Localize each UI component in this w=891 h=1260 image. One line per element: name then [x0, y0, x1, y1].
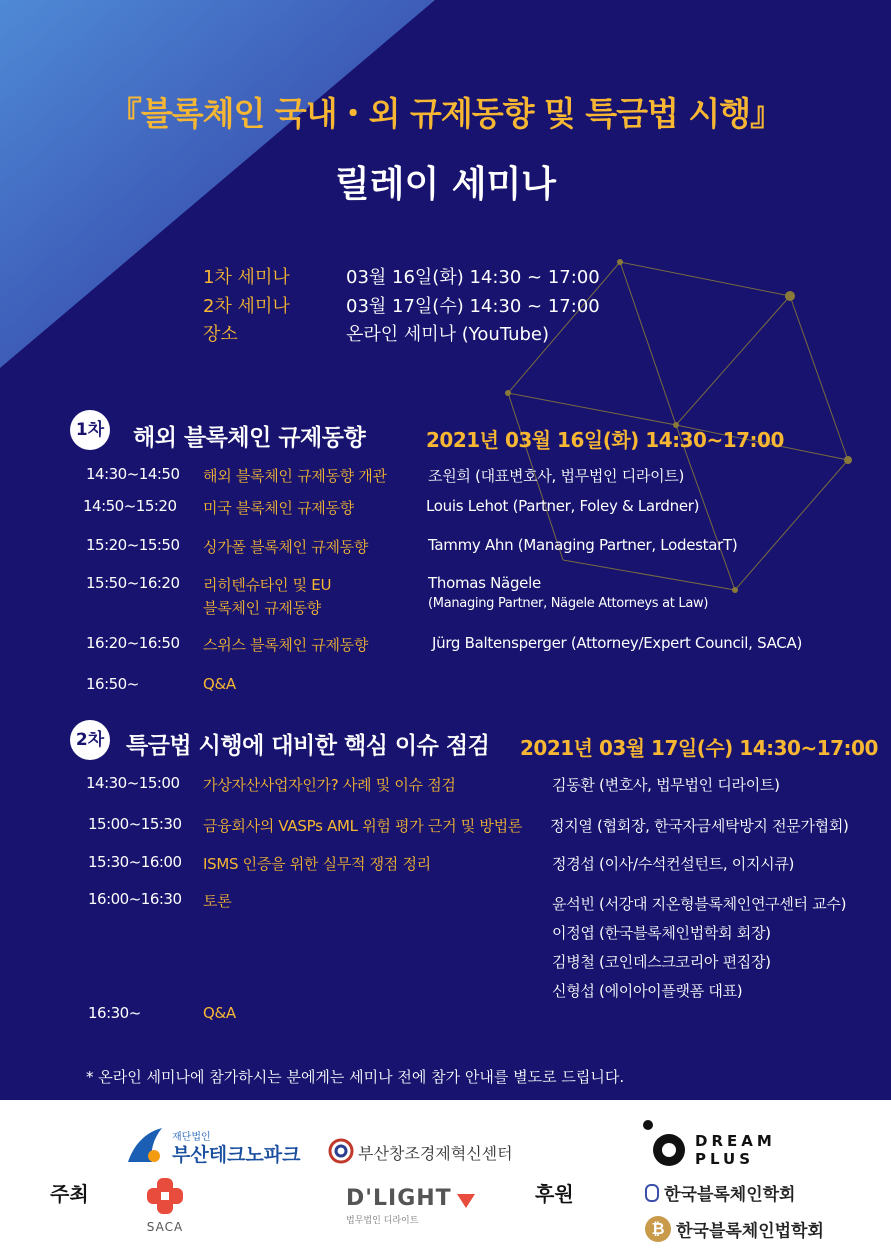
- row-topic: 미국 블록체인 규제동향: [203, 499, 354, 517]
- row-speaker: 조원희 (대표변호사, 법무법인 디라이트): [428, 467, 685, 485]
- row-topic: 싱가폴 블록체인 규제동향: [203, 538, 369, 556]
- btp-logo: [124, 1126, 301, 1170]
- row-topic: 금융회사의 VASPs AML 위험 평가 근거 및 방법론: [203, 817, 522, 835]
- panelist: 이정엽 (한국블록체인법학회 회장): [552, 924, 771, 942]
- kbla-logo: [645, 1216, 824, 1242]
- row-time: 16:00~16:30: [88, 890, 182, 908]
- dreamplus-line2: PLUS: [695, 1150, 755, 1168]
- row-speaker: Tammy Ahn (Managing Partner, LodestarT): [428, 536, 738, 554]
- kbla-name: 한국블록체인법학회: [676, 1221, 824, 1242]
- row-time: 14:30~15:00: [86, 774, 180, 792]
- panelist: 김병철 (코인데스크코리아 편집장): [552, 953, 771, 971]
- row-speaker: 김동환 (변호사, 법무법인 디라이트): [552, 776, 780, 794]
- saca-cross-icon: [143, 1176, 187, 1216]
- row-time: 16:20~16:50: [86, 634, 180, 652]
- dreamplus-line1: DREAM: [695, 1132, 776, 1150]
- dreamplus-mark-icon: [643, 1120, 687, 1168]
- row-time: 15:00~15:30: [88, 815, 182, 833]
- row-time: 14:30~14:50: [86, 465, 180, 483]
- info-label: 장소: [203, 324, 238, 345]
- row-topic: ISMS 인증을 위한 실무적 쟁점 정리: [203, 855, 431, 873]
- btp-small-text: 재단법인: [172, 1132, 211, 1143]
- info-value: 03월 17일(수) 14:30 ~ 17:00: [346, 296, 600, 317]
- row-topic: 스위스 블록체인 규제동향: [203, 636, 369, 654]
- title-line2: 릴레이 세미나: [334, 164, 557, 205]
- row-topic: 토론: [203, 892, 232, 910]
- section2-date: 2021년 03월 17일(수) 14:30~17:00: [520, 736, 878, 760]
- row-speaker: [428, 574, 708, 611]
- row-speaker: Louis Lehot (Partner, Foley & Lardner): [426, 497, 700, 515]
- participation-note: * 온라인 세미나에 참가하시는 분에게는 세미나 전에 참가 안내를 별도로 드립니다.: [86, 1068, 625, 1086]
- row-topic: Q&A: [203, 675, 236, 693]
- info-value: 온라인 세미나 (YouTube): [346, 324, 550, 345]
- row-time: 14:50~15:20: [83, 497, 177, 515]
- section2-badge: 2차: [70, 720, 110, 760]
- kba-mark-icon: [645, 1184, 659, 1202]
- kba-name: 한국블록체인학회: [664, 1185, 796, 1205]
- row-speaker-line: (Managing Partner, Nägele Attorneys at Law): [428, 596, 709, 611]
- section1-title: 해외 블록체인 규제동향: [133, 425, 366, 451]
- dlight-sub: 법무법인 디라이트: [346, 1216, 419, 1226]
- row-speaker-line: Thomas Nägele: [428, 574, 541, 592]
- kba-logo: [645, 1180, 795, 1205]
- row-time: 15:50~16:20: [86, 574, 180, 592]
- btp-name: 부산테크노파크: [172, 1144, 301, 1166]
- row-time: 15:30~16:00: [88, 853, 182, 871]
- sponsor-label: 후원: [535, 1182, 574, 1206]
- row-speaker: Jürg Baltensperger (Attorney/Expert Council, SACA): [432, 634, 802, 652]
- section1-date: 2021년 03월 16일(화) 14:30~17:00: [426, 428, 784, 452]
- row-time: 16:50~: [86, 675, 139, 693]
- section1-badge: 1차: [70, 410, 110, 450]
- btp-emblem-icon: [124, 1126, 168, 1166]
- ccei-emblem-icon: [328, 1138, 354, 1164]
- row-topic: [203, 574, 331, 618]
- bitcoin-icon: ₿: [645, 1216, 671, 1242]
- info-value: 03월 16일(화) 14:30 ~ 17:00: [346, 267, 600, 288]
- row-topic-line: 블록체인 규제동향: [203, 599, 321, 617]
- info-label: 2차 세미나: [203, 296, 290, 317]
- footer: [0, 1100, 891, 1260]
- ccei-logo: [328, 1138, 513, 1168]
- host-label: 주최: [50, 1182, 89, 1206]
- row-speaker: 정지열 (협회장, 한국자금세탁방지 전문가협회): [550, 817, 849, 835]
- dreamplus-logo: [643, 1120, 776, 1172]
- dlight-name: D'LIGHT: [346, 1186, 452, 1211]
- ccei-name: 부산창조경제혁신센터: [358, 1144, 513, 1163]
- row-time: 16:30~: [88, 1004, 141, 1022]
- title-line1: 『블록체인 국내・외 규제동향 및 특금법 시행』: [108, 94, 783, 133]
- panel-list: [552, 890, 846, 1006]
- section2-title: 특금법 시행에 대비한 핵심 이슈 점검: [126, 733, 490, 759]
- row-time: 15:20~15:50: [86, 536, 180, 554]
- panelist: 신형섭 (에이아이플랫폼 대표): [552, 982, 743, 1000]
- saca-name: SACA: [146, 1220, 184, 1234]
- row-topic-line: 리히텐슈타인 및 EU: [203, 576, 332, 594]
- info-label: 1차 세미나: [203, 267, 290, 288]
- dlight-logo: [346, 1186, 475, 1226]
- row-topic: 가상자산사업자인가? 사례 및 이슈 점검: [203, 776, 456, 794]
- saca-logo: [140, 1176, 190, 1234]
- row-topic: 해외 블록체인 규제동향 개관: [203, 467, 387, 485]
- panelist: 윤석빈 (서강대 지온형블록체인연구센터 교수): [552, 895, 847, 913]
- row-topic: Q&A: [203, 1004, 236, 1022]
- dlight-mark-icon: [457, 1192, 475, 1210]
- row-speaker: 정경섭 (이사/수석컨설턴트, 이지시큐): [552, 855, 795, 873]
